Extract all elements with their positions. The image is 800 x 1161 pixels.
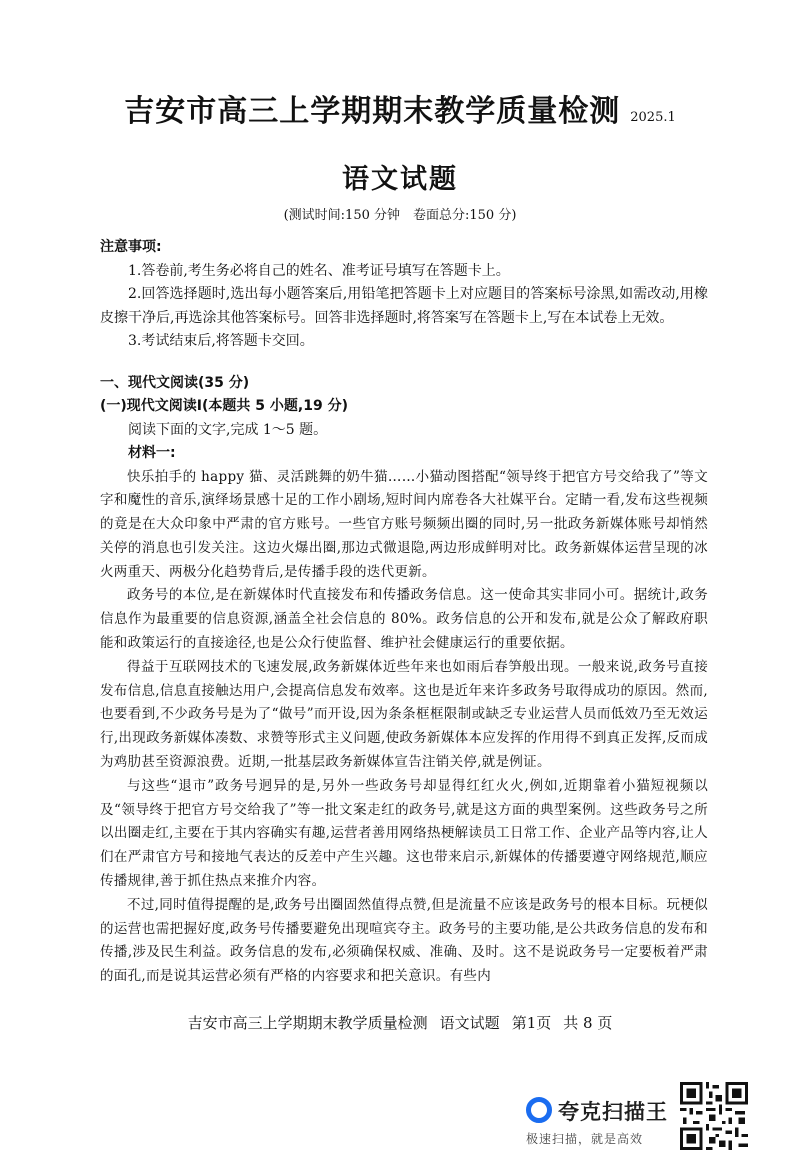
notice-title: 注意事项: [100, 239, 162, 255]
exam-title: 吉安市高三上学期期末教学质量检测 [124, 94, 621, 129]
exam-title-row [0, 86, 800, 130]
subject-title: 语文试题 [342, 164, 458, 195]
watermark-brand: 夸克扫描王 [558, 1100, 668, 1124]
article-paragraph: 与这些“退市”政务号迥异的是,另外一些政务号却显得红红火火,例如,近期靠着小猫短视频以及“领导终于把官方号交给我了”等一批文案走红的政务号,就是这方面的典型案例。这些政务号之所以出圈走红,主要在于其内容确实有趣,运营者善用网络热梗解读员工日常工作、企业产品等内容,让人们在严肃官方号和接地气表达的反差中产生兴趣。这也带来启示,新媒体的传播要遵守网络规范,顺应传播规律,善于抓住热点来推介内容。 [100, 777, 708, 890]
notice-item: 1.答卷前,考生务必将自己的姓名、准考证号填写在答题卡上。 [128, 262, 510, 279]
notice-item: 2.回答选择题时,选出每小题答案后,用铅笔把答题卡上对应题目的答案标号涂黑,如需改动,用橡皮擦干净后,再选涂其他答案标号。回答非选择题时,将答案写在答题卡上,写在本试卷上无效。 [100, 286, 708, 326]
notice-item: 3.考试结束后,将答题卡交回。 [128, 333, 314, 349]
footer-subject: 语文试题 [439, 1014, 500, 1032]
article-paragraph: 快乐拍手的 happy 猫、灵活跳舞的奶牛猫……小猫动图搭配“领导终于把官方号交给我了”等文字和魔性的音乐,演绎场景感十足的工作小剧场,短时间内席卷各大社媒平台。定睛一看,发布这些视频的竟是在大众印象中严肃的官方账号。一些官方账号频频出圈的同时,另一批政务新媒体账号却悄然关停的消息也引发关注。这边火爆出圈,那边式微退隐,两边形成鲜明对比。政务新媒体运营呈现的冰火两重天、两极分化趋势背后,是传播手段的迭代更新。 [100, 468, 708, 580]
article-paragraph: 得益于互联网技术的飞速发展,政务新媒体近些年来也如雨后春笋般出现。一般来说,政务号直接发布信息,信息直接触达用户,会提高信息发布效率。这也是近年来许多政务号取得成功的原因。然而,也要看到,不少政务号是为了“做号”而开设,因为条条框框限制或缺乏专业运营人员而低效乃至无效运行,出现政务新媒体凑数、求赞等形式主义问题,使政务新媒体本应发挥的作用得不到真正发挥,反而成为鸡肋甚至资源浪费。近期,一批基层政务新媒体宣告注销关停,就是例证。 [100, 658, 708, 771]
watermark-slogan: 极速扫描，就是高效 [526, 1132, 644, 1146]
exam-date: 2025.1 [630, 110, 676, 125]
article-paragraph: 政务号的本位,是在新媒体时代直接发布和传播政务信息。这一使命其实非同小可。据统计,政务信息作为最重要的信息资源,涵盖全社会信息的 80%。政务信息的公开和发布,就是公众了解政府职能和政策运行的直接途径,也是公众行使监督、维护社会健康运行的重要依据。 [100, 587, 708, 652]
subsection-title: (一)现代文阅读Ⅰ(本题共 5 小题,19 分) [100, 398, 348, 414]
footer-total: 共 8 页 [563, 1014, 613, 1032]
qr-code-icon [680, 1082, 748, 1150]
footer-page: 第1页 [511, 1014, 552, 1032]
page-footer [0, 1012, 800, 1033]
scanner-logo-icon [526, 1097, 552, 1123]
scanner-watermark [524, 1088, 674, 1148]
footer-title: 吉安市高三上学期期末教学质量检测 [187, 1014, 428, 1032]
article-paragraph: 不过,同时值得提醒的是,政务号出圈固然值得点赞,但是流量不应该是政务号的根本目标。玩梗似的运营也需把握好度,政务号传播要避免出现喧宾夺主。政务号的主要功能,是公共政务信息的发布和传播,涉及民生利益。政务信息的发布,必须确保权威、准确、及时。这不是说政务号一定要板着严肃的面孔,而是说其运营必须有严格的内容要求和把关意识。有些内 [100, 896, 708, 985]
section-title: 一、现代文阅读(35 分) [100, 374, 250, 391]
exam-info: (测试时间:150 分钟 卷面总分:150 分) [283, 208, 517, 223]
reading-instruction: 阅读下面的文字,完成 1～5 题。 [128, 421, 328, 438]
page-content [100, 236, 708, 989]
material-label: 材料一: [128, 445, 176, 461]
